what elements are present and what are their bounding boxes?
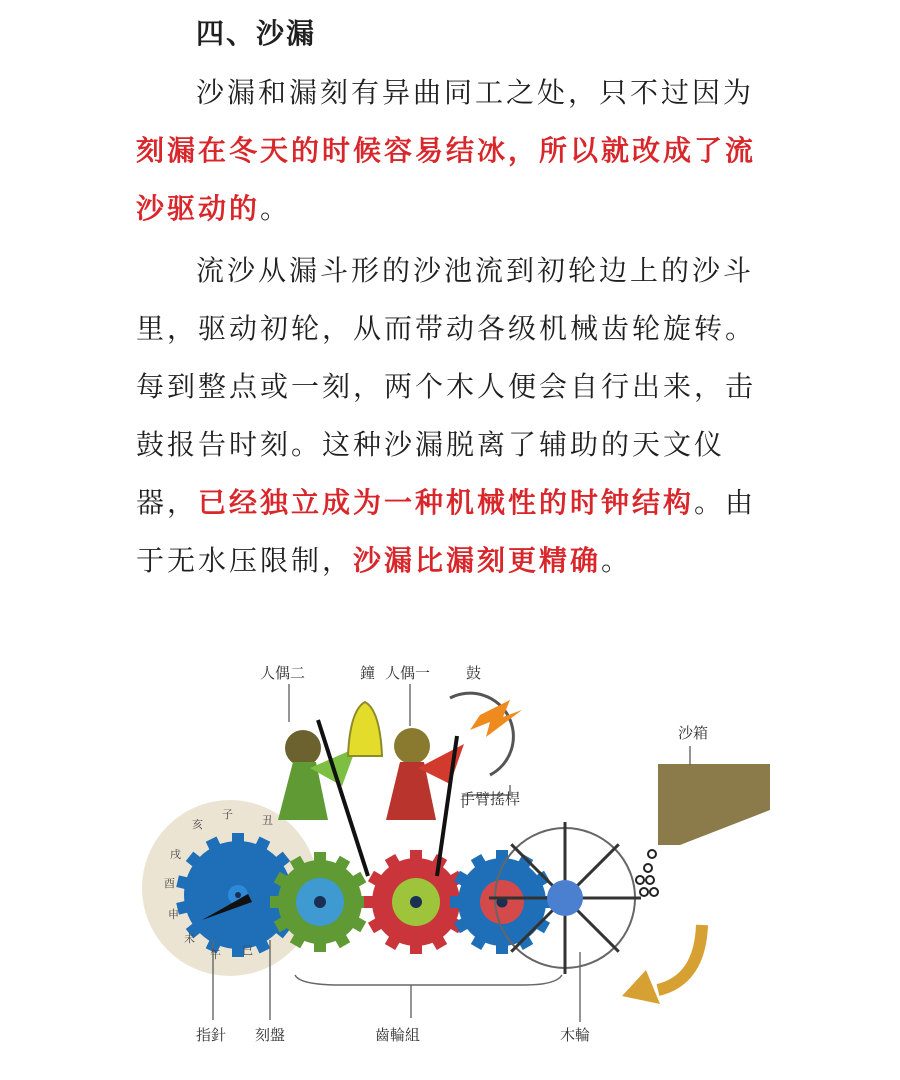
para2-text-2: 。由于无水压限制， [136, 486, 757, 577]
dial-mark: 申 [168, 908, 179, 921]
dial-mark: 戌 [170, 848, 181, 861]
dial-mark: 酉 [164, 877, 175, 890]
bell [348, 702, 382, 756]
para2-highlight-2: 沙漏比漏刻更精确 [353, 544, 602, 577]
return-arrow-head [622, 970, 660, 1004]
dial-mark: 子 [222, 808, 233, 821]
dial-mark: 巳 [242, 944, 253, 957]
sand-grains [636, 850, 658, 896]
label-figure-two: 人偶二 [260, 664, 306, 682]
sand-clock-diagram [130, 640, 780, 1070]
label-wheel: 木輪 [560, 1026, 591, 1044]
label-sandbox: 沙箱 [678, 724, 709, 742]
label-dial: 刻盤 [255, 1026, 286, 1044]
section-heading: 四、沙漏 [196, 17, 317, 50]
para2-highlight-1: 已经独立成为一种机械性的时钟结构 [198, 486, 695, 519]
dial-mark: 亥 [192, 818, 203, 831]
label-gears: 齒輪組 [375, 1026, 421, 1044]
dial-mark: 未 [184, 932, 195, 945]
label-figure-one: 人偶一 [385, 664, 431, 682]
dial-mark: 丑 [262, 814, 273, 827]
para2-text-1: 流沙从漏斗形的沙池流到初轮边上的沙斗里，驱动初轮，从而带动各级机械齿轮旋转。每到整点或一刻，两个木人便会自行出来，击鼓报告时刻。这种沙漏脱离了辅助的天文仪器， [136, 254, 757, 519]
label-lever: 手臂搖桿 [460, 790, 521, 808]
label-pointer: 指針 [196, 1026, 227, 1044]
para1-highlight: 刻漏在冬天的时候容易结冰，所以就改成了流沙驱动的 [136, 134, 757, 225]
diagram-svg [130, 640, 780, 1070]
para2-text-end: 。 [601, 544, 633, 577]
para1-text-1: 沙漏和漏刻有异曲同工之处，只不过因为 [196, 76, 755, 109]
dial-mark: 午 [210, 948, 221, 961]
label-drum: 鼓 [466, 664, 482, 682]
paragraph-2 [136, 242, 776, 590]
label-bell: 鐘 [360, 664, 376, 682]
wooden-wheel [489, 822, 641, 974]
gear-group [176, 833, 554, 957]
sand-box [658, 764, 770, 845]
return-arrow [658, 925, 702, 990]
para1-text-end: 。 [260, 192, 292, 225]
paragraph-1 [136, 64, 776, 238]
